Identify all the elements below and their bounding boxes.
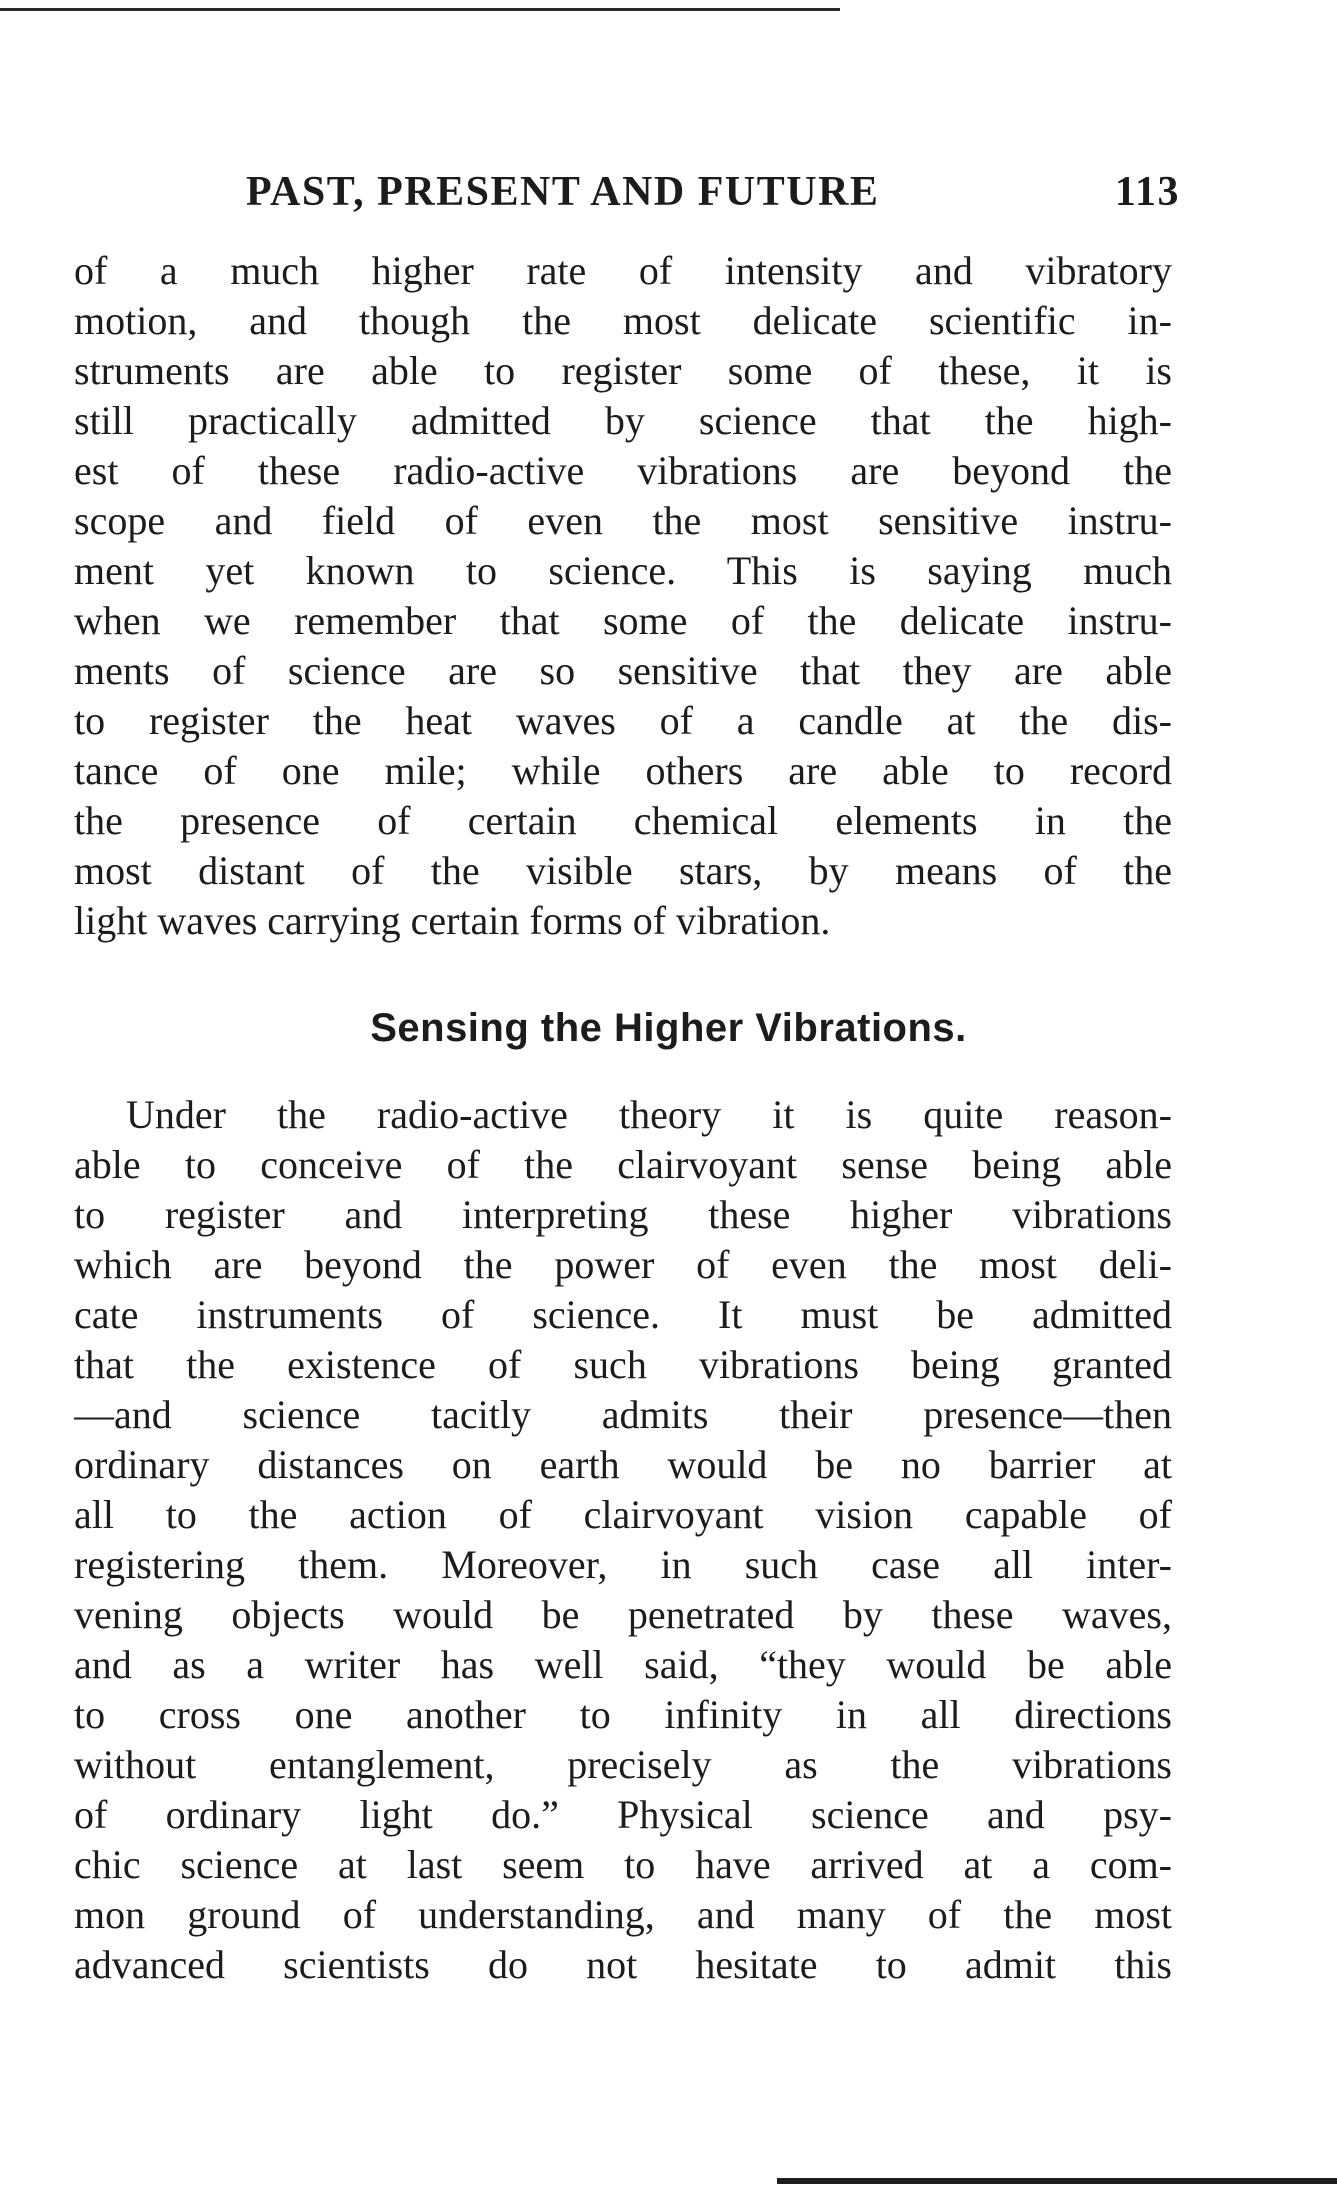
- text-line: Under the radio-active theory it is quite reason-: [126, 1092, 1172, 1137]
- text-line: ordinary distances on earth would be no barrier at: [74, 1442, 1172, 1487]
- text-line: registering them. Moreover, in such case all inter-: [74, 1542, 1172, 1587]
- top-edge-rule: [0, 8, 840, 11]
- text-line: still practically admitted by science that the high-: [74, 398, 1172, 443]
- text-line: of a much higher rate of intensity and vibratory: [74, 248, 1172, 293]
- text-line: the presence of certain chemical elements in the: [74, 798, 1172, 843]
- text-line: ments of science are so sensitive that they are able: [74, 648, 1172, 693]
- bottom-edge-rule: [777, 2178, 1337, 2184]
- text-line: chic science at last seem to have arrived at a com-: [74, 1842, 1172, 1887]
- paragraph-1: [74, 246, 1172, 946]
- running-head: [246, 168, 1180, 228]
- text-line: motion, and though the most delicate scientific in-: [74, 298, 1172, 343]
- text-line: that the existence of such vibrations being granted: [74, 1342, 1172, 1387]
- text-line: all to the action of clairvoyant vision capable of: [74, 1492, 1172, 1537]
- text-line: able to conceive of the clairvoyant sense being able: [74, 1142, 1172, 1187]
- text-line: —and science tacitly admits their presence—then: [74, 1392, 1172, 1437]
- text-line: scope and field of even the most sensitive instru-: [74, 498, 1172, 543]
- text-line: vening objects would be penetrated by these waves,: [74, 1592, 1172, 1637]
- text-line: advanced scientists do not hesitate to admit this: [74, 1942, 1172, 1987]
- text-line: to register and interpreting these higher vibrations: [74, 1192, 1172, 1237]
- text-line: light waves carrying certain forms of vibration.: [74, 898, 831, 943]
- text-line: which are beyond the power of even the most deli-: [74, 1242, 1172, 1287]
- text-line: without entanglement, precisely as the vibrations: [74, 1742, 1172, 1787]
- text-line: cate instruments of science. It must be admitted: [74, 1292, 1172, 1337]
- text-line: when we remember that some of the delicate instru-: [74, 598, 1172, 643]
- text-line: of ordinary light do.” Physical science and psy-: [74, 1792, 1172, 1837]
- page-number: 113: [1114, 169, 1180, 215]
- text-line: most distant of the visible stars, by means of the: [74, 848, 1172, 893]
- text-line: est of these radio-active vibrations are beyond the: [74, 448, 1172, 493]
- text-line: tance of one mile; while others are able to record: [74, 748, 1172, 793]
- paragraph-2: [74, 1090, 1172, 1990]
- running-head-title: PAST, PRESENT AND FUTURE: [246, 169, 880, 215]
- text-line: and as a writer has well said, “they would be able: [74, 1642, 1172, 1687]
- text-line: struments are able to register some of these, it is: [74, 348, 1172, 393]
- text-line: mon ground of understanding, and many of the most: [74, 1892, 1172, 1937]
- text-line: to register the heat waves of a candle at the dis-: [74, 698, 1172, 743]
- text-line: ment yet known to science. This is saying much: [74, 548, 1172, 593]
- text-line: to cross one another to infinity in all directions: [74, 1692, 1172, 1737]
- section-heading: Sensing the Higher Vibrations.: [370, 1006, 967, 1050]
